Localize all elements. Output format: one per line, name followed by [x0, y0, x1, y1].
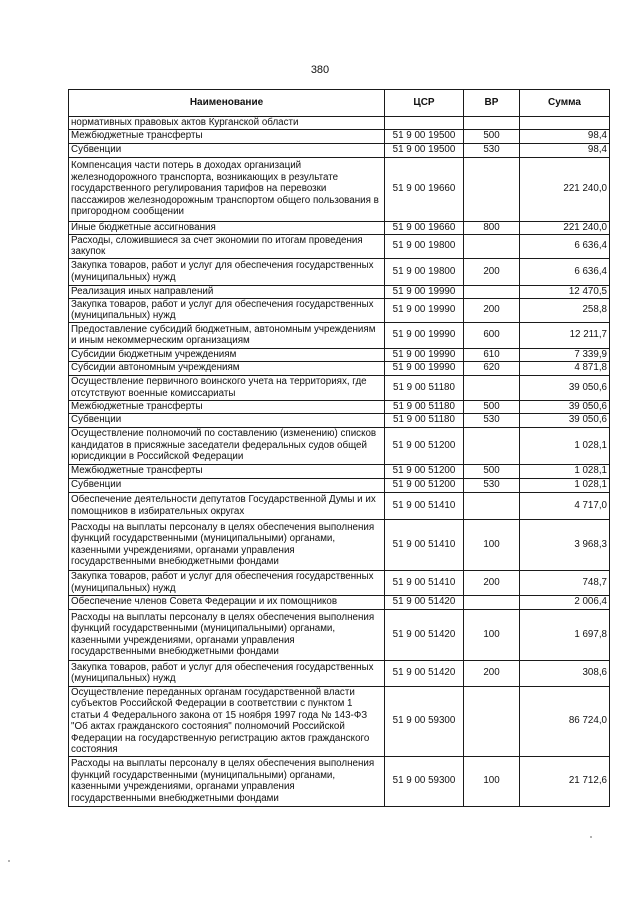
row-name: Субвенции — [69, 143, 385, 157]
row-csr: 51 9 00 19500 — [385, 129, 464, 143]
row-csr: 51 9 00 19990 — [385, 361, 464, 375]
header-name: Наименование — [69, 90, 385, 117]
row-name: Иные бюджетные ассигнования — [69, 221, 385, 234]
row-csr: 51 9 00 51410 — [385, 519, 464, 570]
row-sum: 1 697,8 — [520, 609, 610, 660]
row-sum: 6 636,4 — [520, 258, 610, 285]
row-vr: 610 — [464, 348, 520, 361]
row-sum: 4 717,0 — [520, 492, 610, 519]
row-sum: 2 006,4 — [520, 595, 610, 609]
row-name: Обеспечение деятельности депутатов Государственной Думы и их помощников в избирательных округах — [69, 492, 385, 519]
row-name: Предоставление субсидий бюджетным, автономным учреждениям и иным некоммерческим организациям — [69, 322, 385, 348]
row-sum: 12 211,7 — [520, 322, 610, 348]
row-vr: 600 — [464, 322, 520, 348]
row-vr: 500 — [464, 400, 520, 413]
row-vr: 620 — [464, 361, 520, 375]
row-name: Расходы на выплаты персоналу в целях обеспечения выполнения функций государственными (муниципальными) органами, казенными учреждениями, органами управления государственными внебюджетными фондами — [69, 519, 385, 570]
table-row — [69, 285, 610, 298]
row-vr: 200 — [464, 660, 520, 686]
table-row — [69, 298, 610, 322]
row-vr: 530 — [464, 413, 520, 427]
row-sum: 98,4 — [520, 143, 610, 157]
table-row — [69, 519, 610, 570]
scan-speck — [8, 860, 10, 862]
table-row — [69, 686, 610, 756]
row-sum: 21 712,6 — [520, 756, 610, 806]
row-csr: 51 9 00 19660 — [385, 221, 464, 234]
row-name: Осуществление полномочий по составлению (изменению) списков кандидатов в присяжные заседатели федеральных судов общей юрисдикции в Российской Федерации — [69, 427, 385, 464]
row-csr: 51 9 00 19500 — [385, 143, 464, 157]
table-row — [69, 143, 610, 157]
row-sum: 86 724,0 — [520, 686, 610, 756]
row-vr: 800 — [464, 221, 520, 234]
row-csr: 51 9 00 51420 — [385, 595, 464, 609]
table-row — [69, 413, 610, 427]
table-row — [69, 756, 610, 806]
row-vr — [464, 157, 520, 221]
table-row — [69, 375, 610, 400]
row-sum: 39 050,6 — [520, 400, 610, 413]
row-sum: 7 339,9 — [520, 348, 610, 361]
row-vr: 500 — [464, 129, 520, 143]
row-vr: 100 — [464, 609, 520, 660]
row-sum: 308,6 — [520, 660, 610, 686]
row-vr: 530 — [464, 143, 520, 157]
row-csr: 51 9 00 19800 — [385, 258, 464, 285]
row-name: Субсидии автономным учреждениям — [69, 361, 385, 375]
table-row — [69, 570, 610, 595]
table-row — [69, 478, 610, 492]
row-csr: 51 9 00 19800 — [385, 234, 464, 258]
row-sum: 221 240,0 — [520, 221, 610, 234]
table-row — [69, 157, 610, 221]
row-csr: 51 9 00 51180 — [385, 375, 464, 400]
row-name: Межбюджетные трансферты — [69, 464, 385, 478]
row-csr: 51 9 00 51200 — [385, 478, 464, 492]
row-csr: 51 9 00 19990 — [385, 348, 464, 361]
row-name: Закупка товаров, работ и услуг для обеспечения государственных (муниципальных) нужд — [69, 570, 385, 595]
row-csr: 51 9 00 19660 — [385, 157, 464, 221]
row-sum: 6 636,4 — [520, 234, 610, 258]
row-vr — [464, 285, 520, 298]
row-csr: 51 9 00 19990 — [385, 322, 464, 348]
row-name: Обеспечение членов Совета Федерации и их помощников — [69, 595, 385, 609]
table-row — [69, 234, 610, 258]
row-csr: 51 9 00 51180 — [385, 400, 464, 413]
row-sum: 748,7 — [520, 570, 610, 595]
row-vr — [464, 234, 520, 258]
row-csr: 51 9 00 51180 — [385, 413, 464, 427]
row-name: Реализация иных направлений — [69, 285, 385, 298]
row-csr — [385, 117, 464, 130]
table-row — [69, 258, 610, 285]
row-vr: 100 — [464, 756, 520, 806]
row-sum — [520, 117, 610, 130]
row-sum: 12 470,5 — [520, 285, 610, 298]
row-vr: 200 — [464, 298, 520, 322]
row-name: Закупка товаров, работ и услуг для обеспечения государственных (муниципальных) нужд — [69, 298, 385, 322]
table-row — [69, 492, 610, 519]
row-csr: 51 9 00 51200 — [385, 427, 464, 464]
row-csr: 51 9 00 51420 — [385, 660, 464, 686]
header-sum: Сумма — [520, 90, 610, 117]
table-row — [69, 348, 610, 361]
row-sum: 221 240,0 — [520, 157, 610, 221]
table-row — [69, 595, 610, 609]
row-vr: 100 — [464, 519, 520, 570]
row-csr: 51 9 00 51200 — [385, 464, 464, 478]
row-name: Закупка товаров, работ и услуг для обеспечения государственных (муниципальных) нужд — [69, 258, 385, 285]
table-row — [69, 221, 610, 234]
header-vr: ВР — [464, 90, 520, 117]
row-csr: 51 9 00 51410 — [385, 492, 464, 519]
row-sum: 39 050,6 — [520, 375, 610, 400]
row-csr: 51 9 00 19990 — [385, 298, 464, 322]
row-csr: 51 9 00 19990 — [385, 285, 464, 298]
table-row — [69, 464, 610, 478]
row-vr — [464, 117, 520, 130]
row-name: Субвенции — [69, 413, 385, 427]
row-csr: 51 9 00 59300 — [385, 686, 464, 756]
table-row — [69, 117, 610, 130]
row-vr — [464, 492, 520, 519]
row-name: нормативных правовых актов Курганской области — [69, 117, 385, 130]
budget-table — [68, 89, 610, 807]
table-row — [69, 129, 610, 143]
row-sum: 1 028,1 — [520, 478, 610, 492]
table-body — [69, 117, 610, 807]
scan-speck — [590, 836, 592, 838]
row-vr — [464, 375, 520, 400]
row-name: Расходы на выплаты персоналу в целях обеспечения выполнения функций государственными (муниципальными) органами, казенными учреждениями, органами управления государственными внебюджетными фондами — [69, 756, 385, 806]
row-sum: 98,4 — [520, 129, 610, 143]
row-vr: 200 — [464, 258, 520, 285]
row-vr — [464, 427, 520, 464]
table-row — [69, 609, 610, 660]
row-name: Субвенции — [69, 478, 385, 492]
row-sum: 4 871,8 — [520, 361, 610, 375]
row-name: Межбюджетные трансферты — [69, 400, 385, 413]
row-name: Расходы на выплаты персоналу в целях обеспечения выполнения функций государственными (муниципальными) органами, казенными учреждениями, органами управления государственными внебюджетными фондами — [69, 609, 385, 660]
table-row — [69, 361, 610, 375]
row-vr: 530 — [464, 478, 520, 492]
row-sum: 1 028,1 — [520, 427, 610, 464]
row-name: Закупка товаров, работ и услуг для обеспечения государственных (муниципальных) нужд — [69, 660, 385, 686]
header-csr: ЦСР — [385, 90, 464, 117]
row-name: Расходы, сложившиеся за счет экономии по итогам проведения закупок — [69, 234, 385, 258]
row-vr — [464, 686, 520, 756]
row-sum: 1 028,1 — [520, 464, 610, 478]
row-sum: 3 968,3 — [520, 519, 610, 570]
row-name: Осуществление переданных органам государственной власти субъектов Российской Федерации в соответствии с пунктом 1 статьи 4 Федерального закона от 15 ноября 1997 года № 143-ФЗ "Об актах гражданского состояния" полномочий Российской Федерации на государственную регистрацию актов гражданского состояния — [69, 686, 385, 756]
row-vr — [464, 595, 520, 609]
row-csr: 51 9 00 59300 — [385, 756, 464, 806]
row-name: Межбюджетные трансферты — [69, 129, 385, 143]
row-sum: 258,8 — [520, 298, 610, 322]
row-vr: 200 — [464, 570, 520, 595]
row-name: Осуществление первичного воинского учета на территориях, где отсутствуют военные комиссариаты — [69, 375, 385, 400]
table-row — [69, 400, 610, 413]
table-row — [69, 322, 610, 348]
row-name: Субсидии бюджетным учреждениям — [69, 348, 385, 361]
table-header-row — [69, 90, 610, 117]
page-number: 380 — [310, 64, 330, 76]
row-sum: 39 050,6 — [520, 413, 610, 427]
row-name: Компенсация части потерь в доходах организаций железнодорожного транспорта, возникающих в результате государственного регулирования тарифов на перевозки пассажиров железнодорожным транспортом общего пользования в пригородном сообщении — [69, 157, 385, 221]
table-row — [69, 427, 610, 464]
table-row — [69, 660, 610, 686]
row-vr: 500 — [464, 464, 520, 478]
row-csr: 51 9 00 51420 — [385, 609, 464, 660]
row-csr: 51 9 00 51410 — [385, 570, 464, 595]
